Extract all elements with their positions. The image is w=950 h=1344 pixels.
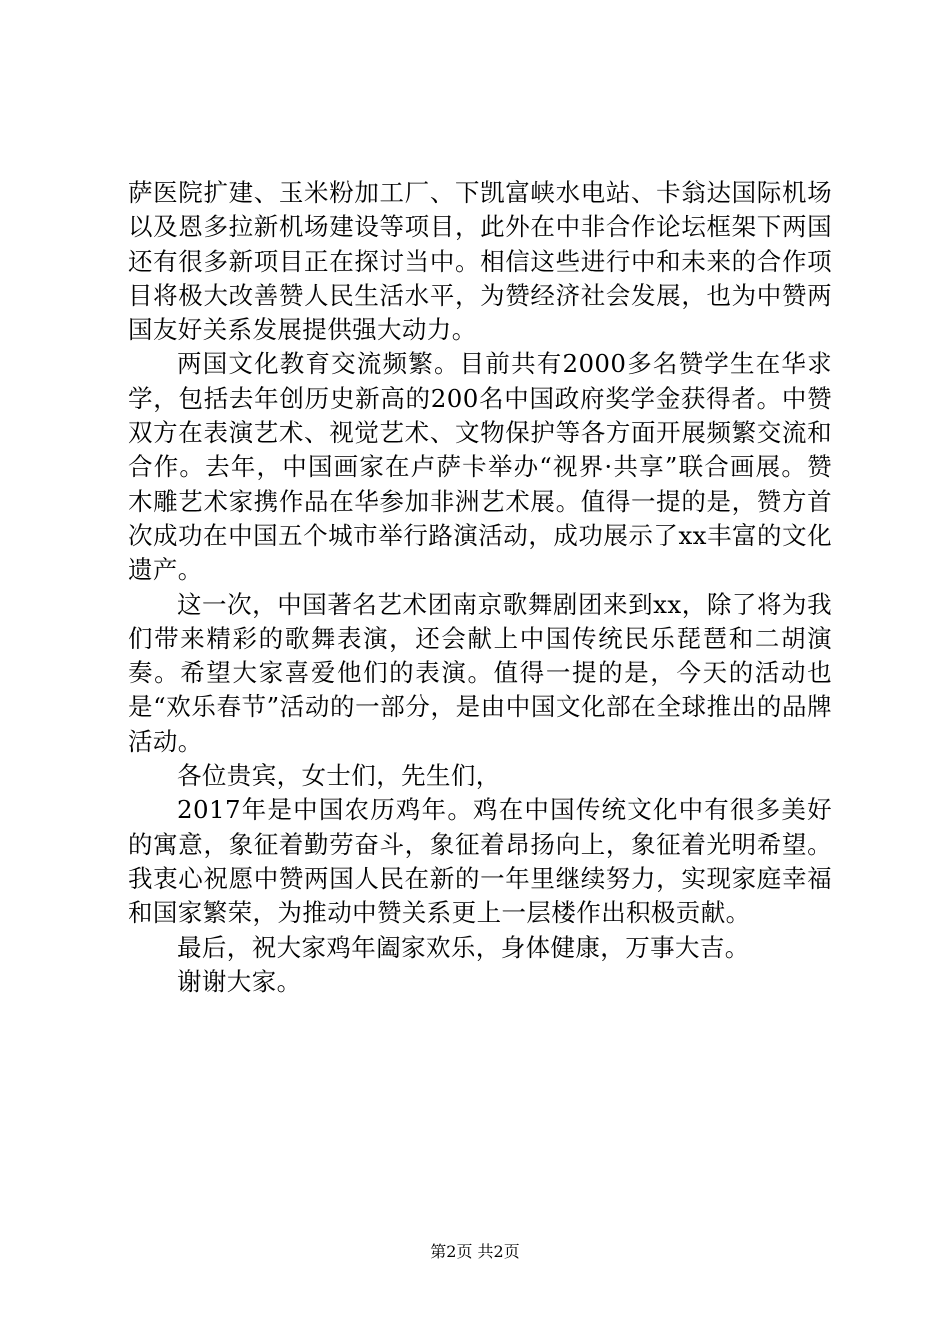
- paragraph-thanks: 谢谢大家。: [177, 966, 302, 996]
- body-text: [128, 176, 832, 999]
- paragraph-continuation: 萨医院扩建、玉米粉加工厂、下凯富峡水电站、卡翁达国际机场以及恩多拉新机场建设等项目，此外在中非合作论坛框架下两国还有很多新项目正在探讨当中。相信这些进行中和未来的合作项目将极大改善赞人民生活水平，为赞经济社会发展，也为中赞两国友好关系发展提供强大动力。: [128, 178, 832, 345]
- paragraph-greeting: 各位贵宾，女士们，先生们，: [177, 761, 501, 791]
- paragraph-culture-exchange: 两国文化教育交流频繁。目前共有2000多名赞学生在华求学，包括去年创历史新高的200名中国政府奖学金获得者。中赞双方在表演艺术、视觉艺术、文物保护等各方面开展频繁交流和合作。去年，中国画家在卢萨卡举办“视界·共享”联合画展。赞木雕艺术家携作品在华参加非洲艺术展。值得一提的是，赞方首次成功在中国五个城市举行路演活动，成功展示了xx丰富的文化遗产。: [128, 349, 832, 585]
- paragraph-year-of-rooster: 2017年是中国农历鸡年。鸡在中国传统文化中有很多美好的寓意，象征着勤劳奋斗，象征着昂扬向上，象征着光明希望。我衷心祝愿中赞两国人民在新的一年里继续努力，实现家庭幸福和国家繁荣，为推动中赞关系更上一层楼作出积极贡献。: [128, 795, 832, 928]
- page-number: 第2页 共2页: [430, 1242, 520, 1261]
- page-footer: [0, 1240, 950, 1264]
- paragraph-closing-wishes: 最后，祝大家鸡年阖家欢乐，身体健康，万事大吉。: [177, 932, 750, 962]
- paragraph-art-troupe: 这一次，中国著名艺术团南京歌舞剧团来到xx，除了将为我们带来精彩的歌舞表演，还会献上中国传统民乐琵琶和二胡演奏。希望大家喜爱他们的表演。值得一提的是，今天的活动也是“欢乐春节”活动的一部分，是由中国文化部在全球推出的品牌活动。: [128, 589, 832, 756]
